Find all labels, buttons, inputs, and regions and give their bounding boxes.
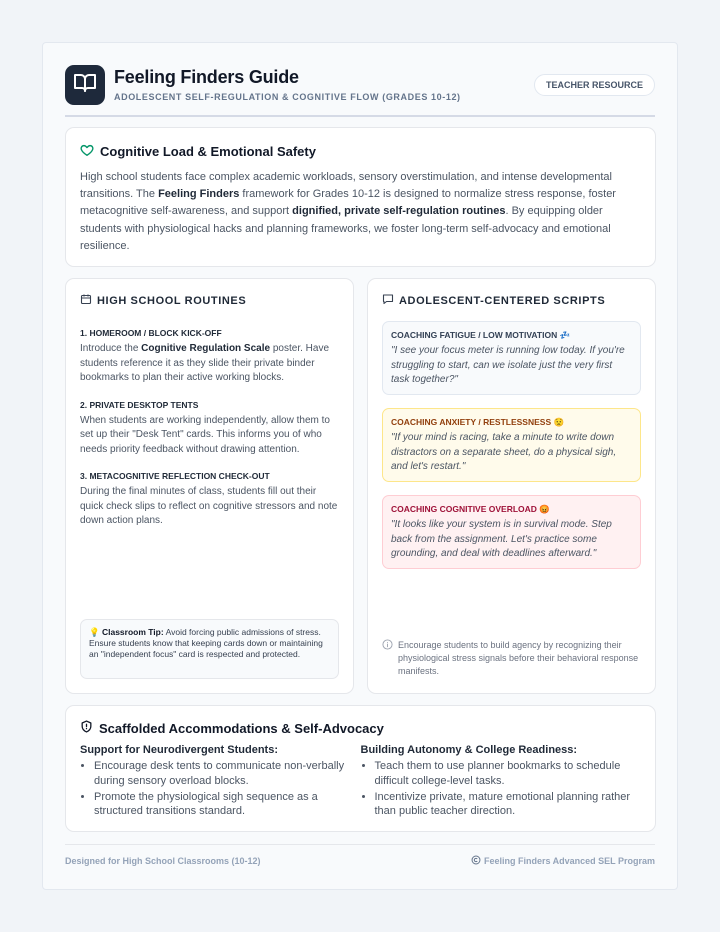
page-title: Feeling Finders Guide bbox=[114, 67, 299, 87]
autonomy-column: Building Autonomy & College Readiness: • Teach them to use planner bookmarks to schedule difficult college-level tasks. • Incentivize private, mature emotional planning rather than public teacher direction. bbox=[361, 744, 642, 819]
intro-card bbox=[65, 127, 656, 267]
copyright-icon bbox=[471, 855, 481, 867]
logo bbox=[65, 65, 105, 105]
routine-item: 2. PRIVATE DESKTOP TENTS When students are working independently, allow them to set up their "Desk Tent" cards. This informs you of who needs priority feedback without drawing attention. bbox=[80, 399, 330, 455]
lightbulb-icon: 💡 bbox=[89, 627, 100, 637]
scripts-note: Encourage students to build agency by recognizing their physiological stress signals before their behavioral response manifests. bbox=[382, 639, 641, 678]
sleep-emoji-icon: 💤 bbox=[559, 330, 571, 340]
intro-heading: Cognitive Load & Emotional Safety bbox=[100, 144, 316, 159]
routine-item: 1. HOMEROOM / BLOCK KICK-OFF Introduce the Cognitive Regulation Scale poster. Have students reference it as they slide their private binder bookmarks to plan their active working blocks. bbox=[80, 328, 329, 383]
footer-right: Feeling Finders Advanced SEL Program bbox=[471, 855, 655, 867]
routines-heading: HIGH SCHOOL ROUTINES bbox=[97, 294, 247, 307]
routine-item: 3. METACOGNITIVE REFLECTION CHECK-OUT During the final minutes of class, students fill out their quick check slips to reflect on cognitive stressors and note down action plans. bbox=[80, 471, 338, 526]
list-item: • Incentivize private, mature emotional planning rather than public teacher direction. bbox=[375, 790, 642, 820]
neurodivergent-support-column: Support for Neurodivergent Students: • Encourage desk tents to communicate non-verbally during sensory overload blocks. • Promote the physiological sigh sequence as a structured transitions standard. bbox=[80, 744, 361, 819]
accommodations-heading: Scaffolded Accommodations & Self-Advocacy bbox=[99, 720, 384, 736]
intro-paragraph: High school students face complex academic workloads, sensory overstimulation, and intense developmental transitions. The Feeling Finders framework for Grades 10-12 is designed to normalize stress response, foster metacognitive self-awareness, and support dignified, private self-regulation routines. By equipping older students with physiological hacks and planning frameworks, we foster long-term self-advocacy and emotional resilience. bbox=[80, 171, 616, 252]
worried-emoji-icon: 😟 bbox=[553, 417, 565, 427]
footer-left: Designed for High School Classrooms (10-12) bbox=[65, 856, 261, 866]
heart-icon bbox=[80, 143, 94, 160]
script-card-anxiety: COACHING ANXIETY / RESTLESSNESS 😟 "If your mind is racing, take a minute to write down distractors on a separate sheet, do a physical sigh, and let's restart." bbox=[382, 408, 641, 482]
list-item: • Teach them to use planner bookmarks to schedule difficult college-level tasks. bbox=[375, 759, 642, 789]
classroom-tip: 💡 Classroom Tip: Avoid forcing public admissions of stress. Ensure students know that keeping cards down or maintaining an "independent focus" card is respected and protected. bbox=[80, 619, 339, 679]
list-item: • Encourage desk tents to communicate non-verbally during sensory overload blocks. bbox=[94, 759, 361, 789]
accommodations-card bbox=[65, 705, 656, 832]
shield-icon bbox=[80, 720, 93, 736]
guide-page bbox=[42, 42, 678, 890]
info-icon bbox=[382, 639, 393, 678]
routines-card bbox=[65, 278, 354, 694]
angry-emoji-icon: 😡 bbox=[539, 504, 550, 514]
script-card-overload: COACHING COGNITIVE OVERLOAD 😡 "It looks like your system is in survival mode. Step back from the assignment. Let's practice some grounding, and deal with deadlines afterward." bbox=[382, 495, 641, 569]
speech-bubble-icon bbox=[382, 293, 394, 308]
calendar-icon bbox=[80, 293, 92, 308]
page-subtitle: ADOLESCENT SELF-REGULATION & COGNITIVE FLOW (GRADES 10-12) bbox=[114, 92, 461, 102]
scripts-card bbox=[367, 278, 656, 694]
teacher-resource-badge: TEACHER RESOURCE bbox=[534, 74, 655, 96]
scripts-heading: ADOLESCENT-CENTERED SCRIPTS bbox=[399, 294, 606, 307]
header-divider bbox=[65, 115, 655, 117]
list-item: • Promote the physiological sigh sequence as a structured transitions standard. bbox=[94, 790, 361, 820]
open-book-icon bbox=[73, 71, 97, 100]
footer-divider bbox=[65, 844, 655, 845]
script-card-fatigue: COACHING FATIGUE / LOW MOTIVATION 💤 "I see your focus meter is running low today. If you're struggling to start, can we isolate just the very first task together?" bbox=[382, 321, 641, 395]
